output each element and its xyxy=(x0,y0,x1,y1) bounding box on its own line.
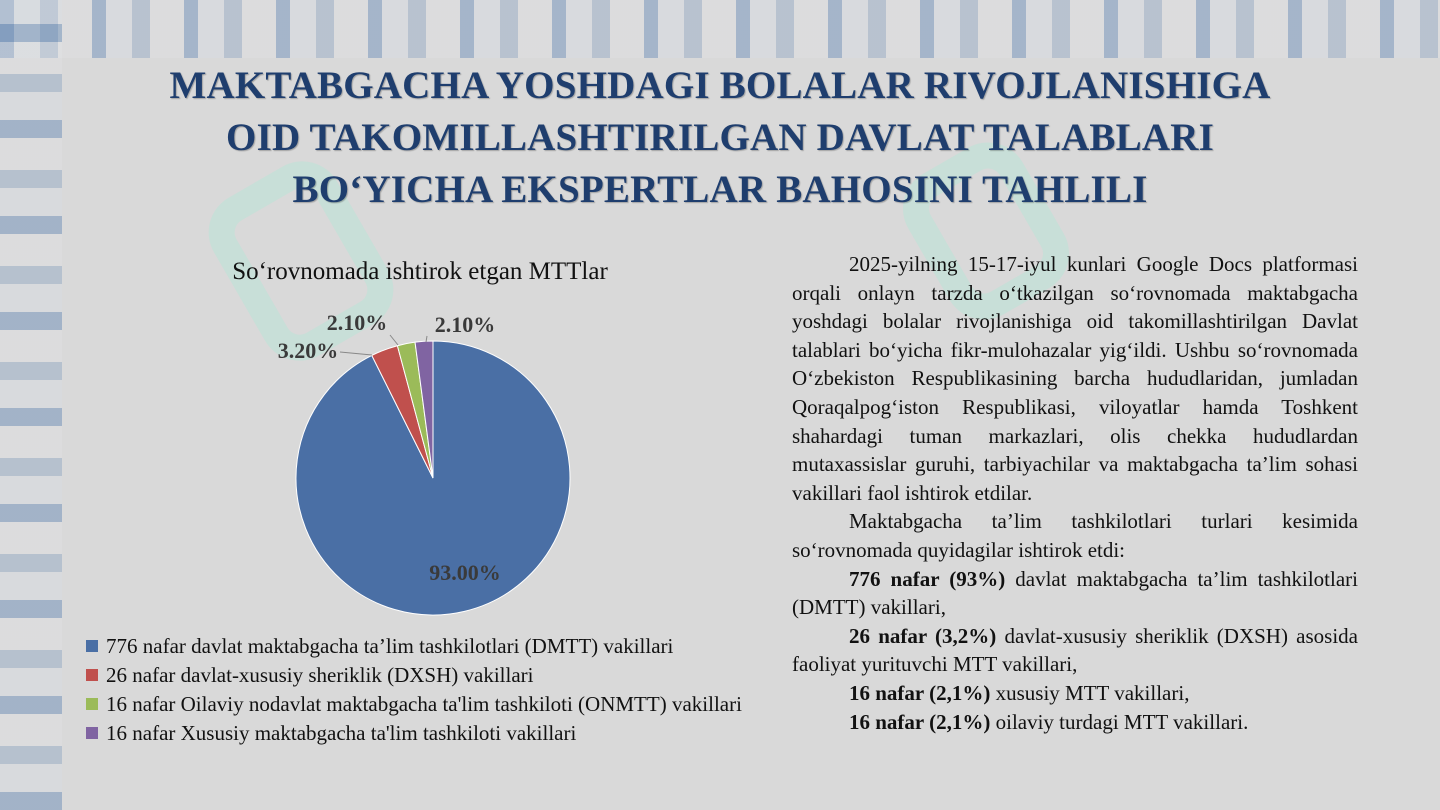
item-count: 16 nafar (2,1%) xyxy=(849,709,991,734)
item-count: 26 nafar (3,2%) xyxy=(849,623,997,648)
list-item xyxy=(792,708,1358,737)
legend-label: 16 nafar Oilaviy nodavlat maktabgacha ta'lim tashkiloti (ONMTT) vakillari xyxy=(106,692,742,716)
pie-chart xyxy=(240,300,640,630)
item-count: 16 nafar (2,1%) xyxy=(849,680,991,705)
description-text xyxy=(792,250,1358,736)
page-title xyxy=(80,60,1360,216)
list-item xyxy=(792,565,1358,622)
legend-item xyxy=(86,634,766,658)
data-label: 93.00% xyxy=(429,560,501,585)
list-item xyxy=(792,679,1358,708)
title-line: MAKTABGACHA YOSHDAGI BOLALAR RIVOJLANISHIGA xyxy=(169,64,1271,107)
legend-label: 16 nafar Xususiy maktabgacha ta'lim tashkiloti vakillari xyxy=(106,721,577,745)
data-label: 3.20% xyxy=(277,338,339,363)
data-label: 2.10% xyxy=(434,312,496,337)
left-ornament-band xyxy=(0,0,62,810)
chart-legend xyxy=(86,634,766,750)
legend-item xyxy=(86,692,766,716)
label-leader-line xyxy=(390,335,398,345)
legend-item xyxy=(86,663,766,687)
title-line: OID TAKOMILLASHTIRILGAN DAVLAT TALABLARI xyxy=(226,116,1214,159)
item-text: davlat-xususiy sheriklik (DXSH) asosida faoliyat yurituvchi MTT vakillari, xyxy=(792,623,1358,677)
legend-label: 776 nafar davlat maktabgacha ta’lim tashkilotlari (DMTT) vakillari xyxy=(106,634,674,658)
legend-swatch xyxy=(86,727,98,739)
legend-swatch xyxy=(86,640,98,652)
legend-swatch xyxy=(86,669,98,681)
list-item xyxy=(792,622,1358,679)
paragraph-types: Maktabgacha ta’lim tashkilotlari turlari kesimida so‘rovnomada quyidagilar ishtirok etdi: xyxy=(792,509,1358,562)
item-count: 776 nafar (93%) xyxy=(849,566,1006,591)
legend-label: 26 nafar davlat-xususiy sheriklik (DXSH) vakillari xyxy=(106,663,534,687)
top-ornament-band xyxy=(0,0,1440,58)
data-label: 2.10% xyxy=(326,310,388,335)
item-text: davlat maktabgacha ta’lim tashkilotlari (DMTT) vakillari, xyxy=(792,566,1358,620)
title-line: BO‘YICHA EKSPERTLAR BAHOSINI TAHLILI xyxy=(292,168,1148,211)
legend-swatch xyxy=(86,698,98,710)
item-text: xususiy MTT vakillari, xyxy=(990,680,1190,705)
chart-title: So‘rovnomada ishtirok etgan MTTlar xyxy=(232,258,608,285)
paragraph-intro: 2025-yilning 15-17-iyul kunlari Google Docs platformasi orqali onlayn tarzda o‘tkazilgan so‘rovnomada maktabgacha yoshdagi bolalar rivojlanishiga oid takomillashtirilgan Davlat talablari bo‘yicha fikr-mulohazalar yig‘ildi. Ushbu so‘rovnomada O‘zbekiston Respublikasining barcha hududlaridan, jumladan Qoraqalpog‘iston Respublikasi, viloyatlar hamda Toshkent shahardagi tuman markazlari, olis chekka hududlardan mutaxassislar guruhi, tarbiyachilar va maktabgacha ta’lim sohasi vakillari faol ishtirok etdilar. xyxy=(792,252,1358,505)
label-leader-line xyxy=(340,352,372,355)
item-text: oilaviy turdagi MTT vakillari. xyxy=(990,709,1249,734)
legend-item xyxy=(86,721,766,745)
